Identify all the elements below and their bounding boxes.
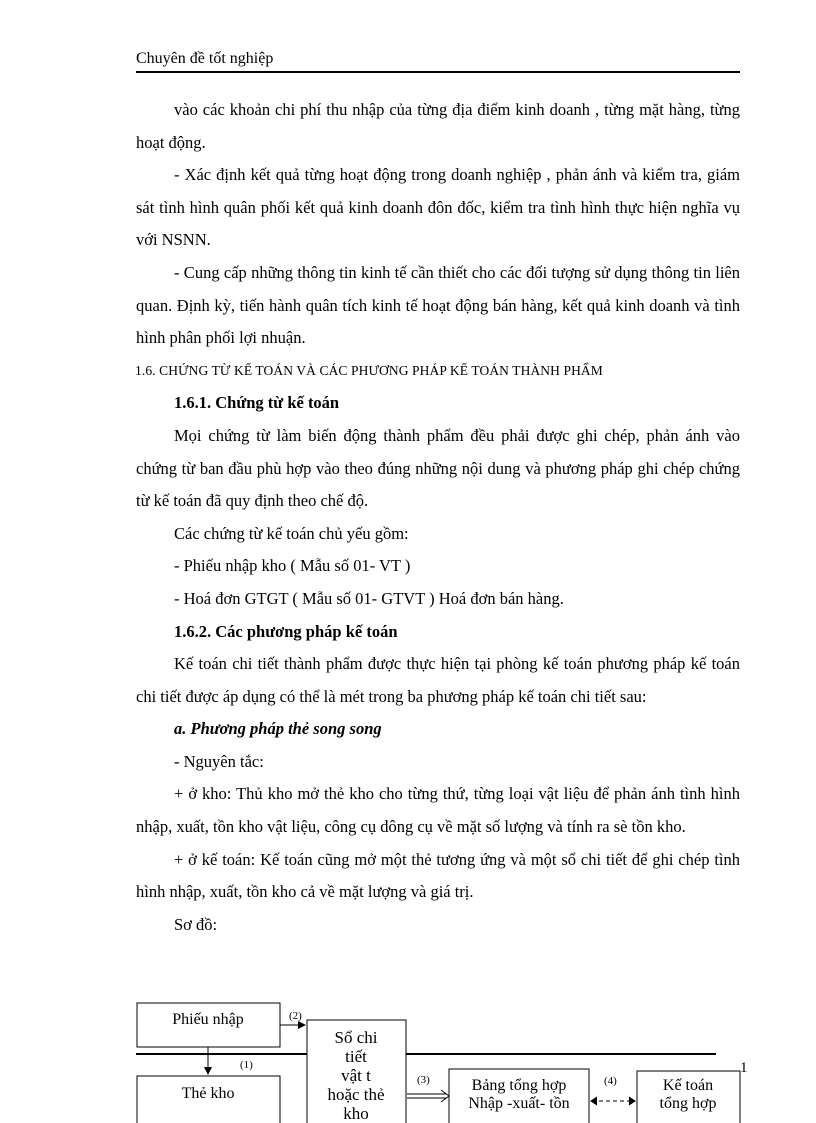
bang-tong-hop-line-2: Nhập -xuất- tồn bbox=[468, 1095, 570, 1112]
paragraph: + ở kho: Thủ kho mở thẻ kho cho từng thứ, từng loại vật liệu để phản ánh tình hình nhập, xuất, tồn kho vật liệu, công cụ dông cụ về mặt số lượng và tính ra sè tồn kho. bbox=[136, 784, 740, 837]
phieu-nhap-label: Phiếu nhập bbox=[172, 1011, 244, 1028]
label-3: (3) bbox=[417, 1074, 430, 1086]
section-heading: 1.6. CHỨNG TỪ KẾ TOÁN VÀ CÁC PHƯƠNG PHÁP KẾ TOÁN THÀNH PHẨM bbox=[135, 362, 603, 378]
list-item: - Hoá đơn GTGT ( Mẫu số 01- GTVT ) Hoá đơn bán hàng. bbox=[174, 588, 564, 608]
ke-toan-line-2: tổng hợp bbox=[659, 1095, 717, 1112]
subsection-heading: 1.6.2. Các phương pháp kế toán bbox=[174, 621, 398, 641]
label-1: (1) bbox=[240, 1059, 253, 1071]
paragraph: Các chứng từ kế toán chủ yếu gồm: bbox=[174, 523, 409, 543]
subsection-heading: 1.6.1. Chứng từ kế toán bbox=[174, 393, 340, 413]
the-kho-label: Thẻ kho bbox=[181, 1085, 235, 1102]
page-header: Chuyên đề tốt nghiệp bbox=[136, 50, 274, 67]
paragraph: - Cung cấp những thông tin kinh tế cần thiết cho các đối tượng sử dụng thông tin liên quan. Định kỳ, tiến hành quân tích kinh tế hoạt động bán hàng, kết quả kinh doanh và tình hình phân phối lợi nhuận. bbox=[136, 262, 740, 348]
paragraph: vào các khoản chi phí thu nhập của từng địa điểm kinh doanh , từng mặt hàng, từng hoạt động. bbox=[136, 100, 740, 152]
so-chi-tiet-line-5: kho bbox=[343, 1104, 369, 1123]
paragraph: + ở kế toán: Kế toán cũng mở một thẻ tương ứng và một sổ chi tiết để ghi chép tình hình nhập, xuất, tồn kho cả về mặt lượng và giá trị. bbox=[136, 849, 740, 902]
paragraph: Mọi chứng từ làm biến động thành phẩm đều phải được ghi chép, phản ánh vào chứng từ ban đầu phù hợp vào theo đúng những nội dung và phương pháp ghi chép chứng từ kế toán đã quy định theo chế độ. bbox=[136, 425, 740, 511]
so-chi-tiet-line-3: vật t bbox=[341, 1066, 371, 1085]
paragraph: - Nguyên tắc: bbox=[174, 751, 264, 771]
arrow-4-head-right bbox=[629, 1097, 635, 1105]
label-2: (2) bbox=[289, 1010, 302, 1022]
so-chi-tiet-line-1: Sổ chi bbox=[334, 1028, 378, 1047]
list-item: - Phiếu nhập kho ( Mẫu số 01- VT ) bbox=[174, 556, 411, 576]
method-heading: a. Phương pháp thẻ song song bbox=[174, 719, 382, 739]
ke-toan-line-1: Kế toán bbox=[662, 1077, 714, 1094]
arrow-3-head bbox=[441, 1090, 449, 1102]
so-chi-tiet-line-2: tiết bbox=[345, 1047, 367, 1066]
paragraph: - Xác định kết quả từng hoạt động trong doanh nghiệp , phản ánh và kiểm tra, giám sát tình hình quân phối kết quả kinh doanh đôn đốc, kiểm tra tình hình thực hiện nghĩa vụ với NSNN. bbox=[136, 165, 740, 250]
paragraph: Kế toán chi tiết thành phẩm được thực hiện tại phòng kế toán phương pháp kế toán chi tiết được áp dụng có thể là mét trong ba phương pháp kế toán chi tiết sau: bbox=[136, 654, 740, 706]
paragraph: Sơ đồ: bbox=[174, 914, 218, 934]
so-chi-tiet-line-4: hoặc thẻ bbox=[327, 1085, 385, 1104]
page-number: 1 bbox=[740, 1060, 748, 1076]
bang-tong-hop-line-1: Bảng tổng hợp bbox=[471, 1077, 567, 1094]
arrow-4-head-left bbox=[591, 1097, 597, 1105]
label-4: (4) bbox=[604, 1075, 617, 1087]
